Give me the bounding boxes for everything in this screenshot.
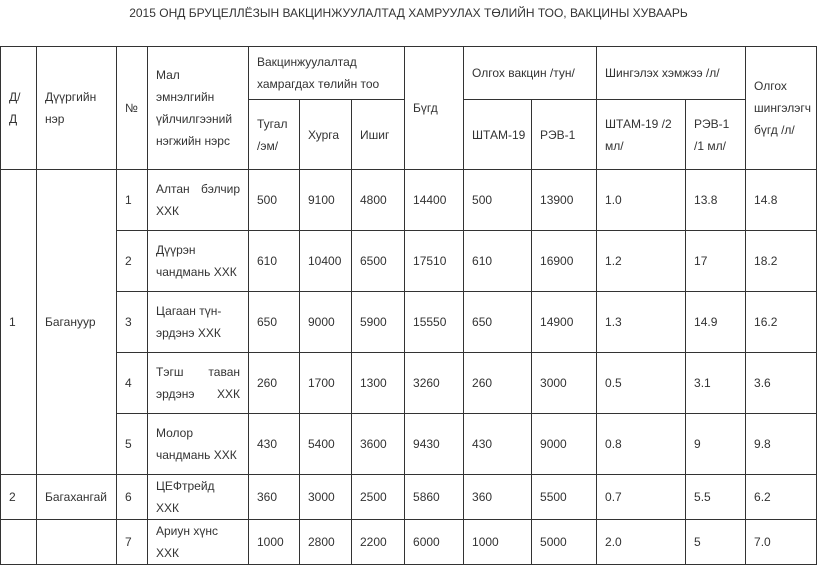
header-row-1 xyxy=(1,47,817,100)
group-district: Багануур xyxy=(37,170,117,475)
cell-no: 5 xyxy=(117,414,148,475)
header-no: № xyxy=(117,47,148,170)
cell-kid: 2200 xyxy=(352,520,405,565)
cell-no: 4 xyxy=(117,353,148,414)
cell-unit: Молор чандмань ХХК xyxy=(148,414,249,475)
cell-stam19: 650 xyxy=(464,292,532,353)
header-district: Дүүргийн нэр xyxy=(37,47,117,170)
header-rev1: РЭВ-1 xyxy=(532,100,597,170)
cell-stam19: 430 xyxy=(464,414,532,475)
cell-calf: 650 xyxy=(249,292,300,353)
cell-no: 1 xyxy=(117,170,148,231)
cell-rev1: 3000 xyxy=(532,353,597,414)
header-vaccine-group: Олгох вакцин /тун/ xyxy=(464,47,597,100)
cell-lamb: 9100 xyxy=(300,170,352,231)
table-row xyxy=(1,292,817,353)
cell-total: 6000 xyxy=(405,520,464,565)
cell-rev1-l: 9 xyxy=(686,414,746,475)
cell-unit: Тэгш таван эрдэнэ ХХК xyxy=(148,353,249,414)
header-solvent-total: Олгох шингэлэгч бүгд /л/ xyxy=(746,47,817,170)
table-row xyxy=(1,520,817,565)
header-total: Бүгд xyxy=(405,47,464,170)
group-district: Багахангай xyxy=(37,475,117,520)
header-solvent-group: Шингэлэх хэмжээ /л/ xyxy=(597,47,746,100)
cell-stam19-l: 1.3 xyxy=(597,292,686,353)
cell-solvent-total: 3.6 xyxy=(746,353,817,414)
cell-rev1: 14900 xyxy=(532,292,597,353)
cell-rev1: 16900 xyxy=(532,231,597,292)
cell-lamb: 1700 xyxy=(300,353,352,414)
vaccination-table xyxy=(0,46,817,565)
cell-stam19-l: 0.7 xyxy=(597,475,686,520)
cell-rev1-l: 14.9 xyxy=(686,292,746,353)
group-dd: 2 xyxy=(1,475,37,520)
cell-kid: 6500 xyxy=(352,231,405,292)
cell-solvent-total: 9.8 xyxy=(746,414,817,475)
cell-solvent-total: 18.2 xyxy=(746,231,817,292)
cell-calf: 430 xyxy=(249,414,300,475)
cell-no: 6 xyxy=(117,475,148,520)
cell-calf: 610 xyxy=(249,231,300,292)
cell-unit: ЦЕФтрейд ХХК xyxy=(148,475,249,520)
header-young-group: Вакцинжуулалтад хамрагдах төлийн тоо xyxy=(249,47,405,100)
cell-stam19-l: 1.0 xyxy=(597,170,686,231)
cell-kid: 1300 xyxy=(352,353,405,414)
cell-kid: 3600 xyxy=(352,414,405,475)
cell-total: 15550 xyxy=(405,292,464,353)
cell-lamb: 9000 xyxy=(300,292,352,353)
group-district xyxy=(37,520,117,565)
cell-total: 5860 xyxy=(405,475,464,520)
cell-total: 3260 xyxy=(405,353,464,414)
cell-no: 7 xyxy=(117,520,148,565)
cell-calf: 500 xyxy=(249,170,300,231)
cell-solvent-total: 6.2 xyxy=(746,475,817,520)
cell-kid: 5900 xyxy=(352,292,405,353)
cell-stam19: 1000 xyxy=(464,520,532,565)
cell-unit: Ариун хүнс ХХК xyxy=(148,520,249,565)
cell-rev1-l: 5.5 xyxy=(686,475,746,520)
cell-calf: 260 xyxy=(249,353,300,414)
cell-calf: 1000 xyxy=(249,520,300,565)
cell-total: 9430 xyxy=(405,414,464,475)
header-dd: Д/Д xyxy=(1,47,37,170)
cell-stam19-l: 0.8 xyxy=(597,414,686,475)
cell-lamb: 5400 xyxy=(300,414,352,475)
cell-calf: 360 xyxy=(249,475,300,520)
table-row xyxy=(1,475,817,520)
table-row xyxy=(1,170,817,231)
header-unit: Мал эмнэлгийн үйлчилгээний нэгжийн нэрс xyxy=(148,47,249,170)
cell-lamb: 3000 xyxy=(300,475,352,520)
cell-rev1: 9000 xyxy=(532,414,597,475)
cell-kid: 4800 xyxy=(352,170,405,231)
cell-stam19-l: 0.5 xyxy=(597,353,686,414)
cell-stam19: 360 xyxy=(464,475,532,520)
header-lamb: Хурга xyxy=(300,100,352,170)
header-kid: Ишиг xyxy=(352,100,405,170)
cell-stam19-l: 1.2 xyxy=(597,231,686,292)
cell-lamb: 2800 xyxy=(300,520,352,565)
cell-unit: Дүүрэн чандмань ХХК xyxy=(148,231,249,292)
cell-rev1-l: 5 xyxy=(686,520,746,565)
cell-rev1-l: 17 xyxy=(686,231,746,292)
header-stam19-dose: ШТАМ-19 /2 мл/ xyxy=(597,100,686,170)
table-row xyxy=(1,414,817,475)
header-stam19: ШТАМ-19 xyxy=(464,100,532,170)
cell-rev1: 13900 xyxy=(532,170,597,231)
table-row xyxy=(1,231,817,292)
cell-lamb: 10400 xyxy=(300,231,352,292)
cell-stam19-l: 2.0 xyxy=(597,520,686,565)
header-calf: Тугал /эм/ xyxy=(249,100,300,170)
cell-unit: Цагаан түн-эрдэнэ ХХК xyxy=(148,292,249,353)
cell-rev1: 5500 xyxy=(532,475,597,520)
cell-total: 17510 xyxy=(405,231,464,292)
cell-unit: Алтан бэлчир ХХК xyxy=(148,170,249,231)
cell-stam19: 260 xyxy=(464,353,532,414)
cell-kid: 2500 xyxy=(352,475,405,520)
table-row xyxy=(1,353,817,414)
cell-solvent-total: 14.8 xyxy=(746,170,817,231)
cell-no: 2 xyxy=(117,231,148,292)
cell-solvent-total: 16.2 xyxy=(746,292,817,353)
cell-no: 3 xyxy=(117,292,148,353)
cell-total: 14400 xyxy=(405,170,464,231)
cell-stam19: 500 xyxy=(464,170,532,231)
cell-rev1-l: 13.8 xyxy=(686,170,746,231)
cell-rev1: 5000 xyxy=(532,520,597,565)
page-title: 2015 ОНД БРУЦЕЛЛЁЗЫН ВАКЦИНЖУУЛАЛТАД ХАМРУУЛАХ ТӨЛИЙН ТОО, ВАКЦИНЫ ХУВААРЬ xyxy=(129,6,688,20)
cell-stam19: 610 xyxy=(464,231,532,292)
group-dd xyxy=(1,520,37,565)
group-dd: 1 xyxy=(1,170,37,475)
header-rev1-dose: РЭВ-1 /1 мл/ xyxy=(686,100,746,170)
cell-rev1-l: 3.1 xyxy=(686,353,746,414)
cell-solvent-total: 7.0 xyxy=(746,520,817,565)
